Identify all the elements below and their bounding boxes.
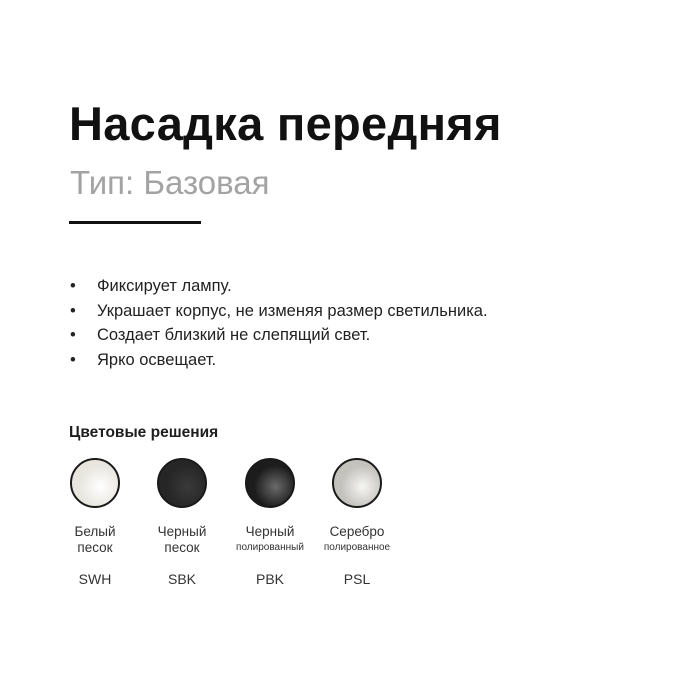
feature-item: [69, 348, 488, 373]
feature-item: [69, 323, 488, 348]
feature-list: [69, 274, 488, 372]
color-swatch-psl: [314, 458, 400, 556]
color-circle-black-polished: [245, 458, 295, 508]
color-label: [314, 524, 400, 556]
product-type-subtitle: Тип: Базовая: [70, 164, 270, 201]
color-finish: полированный: [236, 542, 304, 553]
title-divider: [69, 221, 201, 224]
color-finish: песок: [77, 540, 113, 555]
feature-text: Ярко освещает.: [97, 350, 217, 369]
color-name: Серебро: [329, 524, 385, 539]
color-swatch-swh: [52, 458, 138, 556]
color-circle-black-sand: [157, 458, 207, 508]
color-swatch-sbk: [139, 458, 225, 556]
page-title: Насадка передняя: [69, 97, 502, 150]
feature-text: Создает близкий не слепящий свет.: [97, 326, 371, 344]
color-finish: полированное: [323, 542, 391, 553]
color-code-psl: PSL: [343, 571, 371, 587]
bullet-icon: •: [70, 301, 76, 320]
color-label: [227, 524, 313, 556]
color-options-heading: Цветовые решения: [69, 424, 219, 441]
feature-text: Фиксирует лампу.: [97, 277, 232, 295]
color-name: Черный: [157, 524, 207, 539]
color-label: [139, 524, 225, 556]
color-swatch-pbk: [227, 458, 313, 556]
bullet-icon: •: [70, 326, 76, 344]
color-name: Черный: [245, 524, 295, 539]
color-label: [52, 524, 138, 556]
bullet-icon: •: [70, 277, 76, 295]
bullet-icon: •: [70, 350, 76, 369]
color-code-sbk: SBK: [167, 571, 196, 587]
color-name: Белый: [74, 524, 116, 539]
color-finish: песок: [164, 540, 200, 555]
color-code-swh: SWH: [78, 571, 112, 587]
feature-item: [69, 299, 488, 324]
feature-text: Украшает корпус, не изменяя размер светильника.: [97, 301, 488, 320]
color-code-pbk: PBK: [255, 571, 284, 587]
feature-item: [69, 274, 488, 299]
color-circle-white-sand: [70, 458, 120, 508]
color-circle-silver-polished: [332, 458, 382, 508]
